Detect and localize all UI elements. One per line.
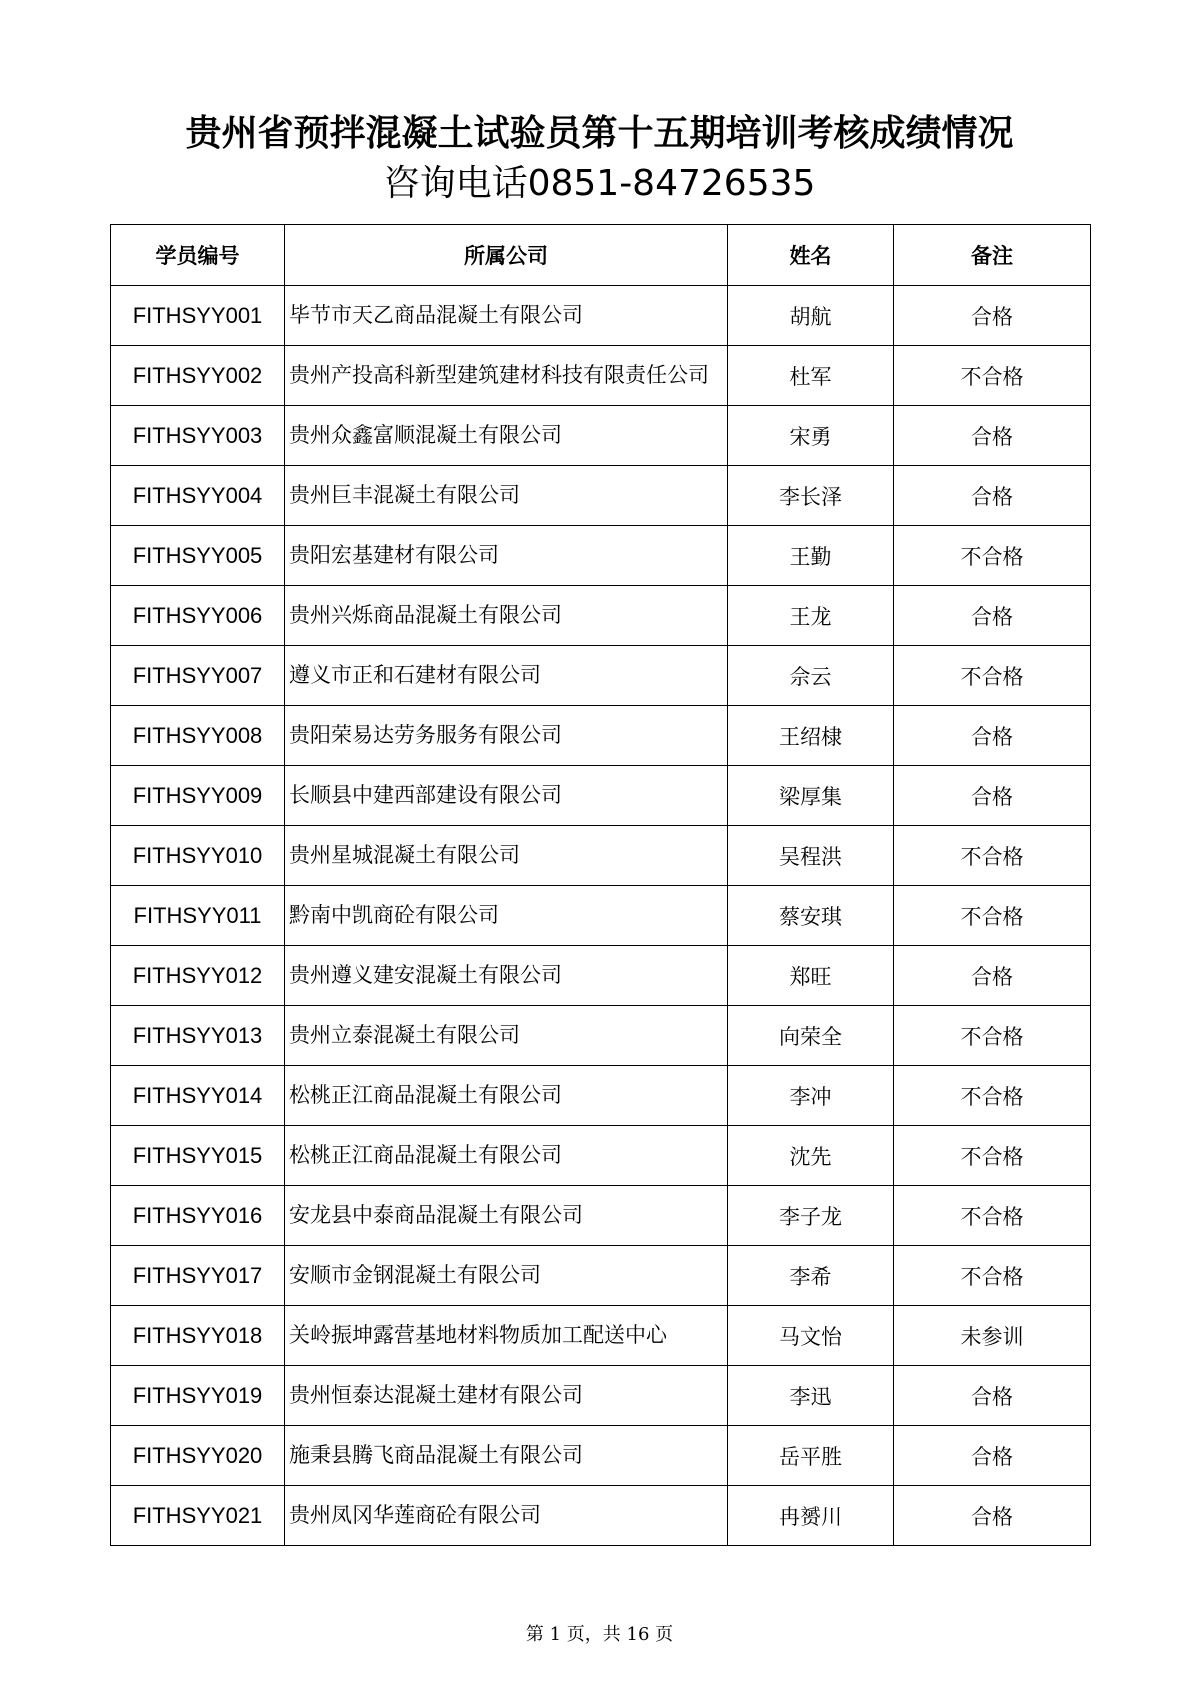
company-cell: 关岭振坤露营基地材料物质加工配送中心	[285, 1306, 728, 1366]
student-id-cell: FITHSYY002	[111, 346, 285, 406]
remark-cell: 合格	[894, 466, 1091, 526]
name-cell: 王绍棣	[728, 706, 894, 766]
company-cell: 贵州凤冈华莲商砼有限公司	[285, 1486, 728, 1546]
name-cell: 岳平胜	[728, 1426, 894, 1486]
company-cell: 贵州巨丰混凝土有限公司	[285, 466, 728, 526]
student-id-cell: FITHSYY016	[111, 1186, 285, 1246]
student-id-cell: FITHSYY013	[111, 1006, 285, 1066]
student-id-cell: FITHSYY003	[111, 406, 285, 466]
consult-phone: 咨询电话0851-84726535	[383, 163, 816, 204]
table-header-row	[111, 225, 1091, 286]
company-cell: 安顺市金钢混凝土有限公司	[285, 1246, 728, 1306]
name-cell: 马文怡	[728, 1306, 894, 1366]
table-row	[111, 1486, 1091, 1546]
student-id-cell: FITHSYY009	[111, 766, 285, 826]
name-cell: 王勤	[728, 526, 894, 586]
company-cell: 遵义市正和石建材有限公司	[285, 646, 728, 706]
company-cell: 贵州兴烁商品混凝土有限公司	[285, 586, 728, 646]
table-row	[111, 826, 1091, 886]
company-cell: 长顺县中建西部建设有限公司	[285, 766, 728, 826]
student-id-cell: FITHSYY019	[111, 1366, 285, 1426]
student-id-cell: FITHSYY010	[111, 826, 285, 886]
name-cell: 李长泽	[728, 466, 894, 526]
company-cell: 贵阳宏基建材有限公司	[285, 526, 728, 586]
remark-cell: 合格	[894, 1366, 1091, 1426]
remark-cell: 不合格	[894, 886, 1091, 946]
header-student-id: 学员编号	[111, 225, 285, 286]
name-cell: 李子龙	[728, 1186, 894, 1246]
name-cell: 吴程洪	[728, 826, 894, 886]
company-cell: 贵州众鑫富顺混凝土有限公司	[285, 406, 728, 466]
name-cell: 蔡安琪	[728, 886, 894, 946]
table-row	[111, 1306, 1091, 1366]
company-cell: 贵州产投高科新型建筑建材科技有限责任公司	[285, 346, 728, 406]
remark-cell: 合格	[894, 406, 1091, 466]
results-table	[110, 224, 1091, 1546]
remark-cell: 不合格	[894, 646, 1091, 706]
name-cell: 郑旺	[728, 946, 894, 1006]
remark-cell: 不合格	[894, 526, 1091, 586]
table-row	[111, 526, 1091, 586]
company-cell: 松桃正江商品混凝土有限公司	[285, 1066, 728, 1126]
remark-cell: 不合格	[894, 346, 1091, 406]
remark-cell: 不合格	[894, 1006, 1091, 1066]
table-row	[111, 466, 1091, 526]
student-id-cell: FITHSYY007	[111, 646, 285, 706]
remark-cell: 不合格	[894, 1246, 1091, 1306]
name-cell: 宋勇	[728, 406, 894, 466]
name-cell: 冉赟川	[728, 1486, 894, 1546]
remark-cell: 合格	[894, 586, 1091, 646]
table-row	[111, 346, 1091, 406]
company-cell: 贵州恒泰达混凝土建材有限公司	[285, 1366, 728, 1426]
student-id-cell: FITHSYY006	[111, 586, 285, 646]
student-id-cell: FITHSYY001	[111, 286, 285, 346]
table-row	[111, 1126, 1091, 1186]
name-cell: 李希	[728, 1246, 894, 1306]
table-row	[111, 1066, 1091, 1126]
table-row	[111, 1246, 1091, 1306]
name-cell: 李冲	[728, 1066, 894, 1126]
student-id-cell: FITHSYY004	[111, 466, 285, 526]
remark-cell: 未参训	[894, 1306, 1091, 1366]
name-cell: 杜军	[728, 346, 894, 406]
document-title: 贵州省预拌混凝土试验员第十五期培训考核成绩情况	[185, 113, 1014, 154]
company-cell: 贵阳荣易达劳务服务有限公司	[285, 706, 728, 766]
company-cell: 贵州立泰混凝土有限公司	[285, 1006, 728, 1066]
remark-cell: 合格	[894, 946, 1091, 1006]
header-remark: 备注	[894, 225, 1091, 286]
name-cell: 佘云	[728, 646, 894, 706]
table-row	[111, 286, 1091, 346]
student-id-cell: FITHSYY014	[111, 1066, 285, 1126]
remark-cell: 合格	[894, 1486, 1091, 1546]
name-cell: 李迅	[728, 1366, 894, 1426]
table-row	[111, 586, 1091, 646]
remark-cell: 不合格	[894, 826, 1091, 886]
name-cell: 王龙	[728, 586, 894, 646]
company-cell: 毕节市天乙商品混凝土有限公司	[285, 286, 728, 346]
remark-cell: 合格	[894, 766, 1091, 826]
table-row	[111, 1426, 1091, 1486]
remark-cell: 合格	[894, 286, 1091, 346]
student-id-cell: FITHSYY012	[111, 946, 285, 1006]
remark-cell: 不合格	[894, 1066, 1091, 1126]
student-id-cell: FITHSYY005	[111, 526, 285, 586]
name-cell: 向荣全	[728, 1006, 894, 1066]
student-id-cell: FITHSYY017	[111, 1246, 285, 1306]
name-cell: 沈先	[728, 1126, 894, 1186]
remark-cell: 合格	[894, 1426, 1091, 1486]
student-id-cell: FITHSYY011	[111, 886, 285, 946]
student-id-cell: FITHSYY020	[111, 1426, 285, 1486]
company-cell: 黔南中凯商砼有限公司	[285, 886, 728, 946]
name-cell: 胡航	[728, 286, 894, 346]
remark-cell: 不合格	[894, 1186, 1091, 1246]
company-cell: 贵州遵义建安混凝土有限公司	[285, 946, 728, 1006]
table-row	[111, 1366, 1091, 1426]
table-row	[111, 706, 1091, 766]
table-row	[111, 1006, 1091, 1066]
remark-cell: 合格	[894, 706, 1091, 766]
table-row	[111, 766, 1091, 826]
page-footer: 第 1 页，共 16 页	[525, 1624, 674, 1645]
student-id-cell: FITHSYY015	[111, 1126, 285, 1186]
table-row	[111, 886, 1091, 946]
header-name: 姓名	[728, 225, 894, 286]
name-cell: 梁厚集	[728, 766, 894, 826]
company-cell: 贵州星城混凝土有限公司	[285, 826, 728, 886]
student-id-cell: FITHSYY008	[111, 706, 285, 766]
company-cell: 施秉县腾飞商品混凝土有限公司	[285, 1426, 728, 1486]
student-id-cell: FITHSYY021	[111, 1486, 285, 1546]
company-cell: 松桃正江商品混凝土有限公司	[285, 1126, 728, 1186]
header-company: 所属公司	[285, 225, 728, 286]
table-row	[111, 646, 1091, 706]
table-row	[111, 1186, 1091, 1246]
company-cell: 安龙县中泰商品混凝土有限公司	[285, 1186, 728, 1246]
remark-cell: 不合格	[894, 1126, 1091, 1186]
student-id-cell: FITHSYY018	[111, 1306, 285, 1366]
table-row	[111, 406, 1091, 466]
table-row	[111, 946, 1091, 1006]
